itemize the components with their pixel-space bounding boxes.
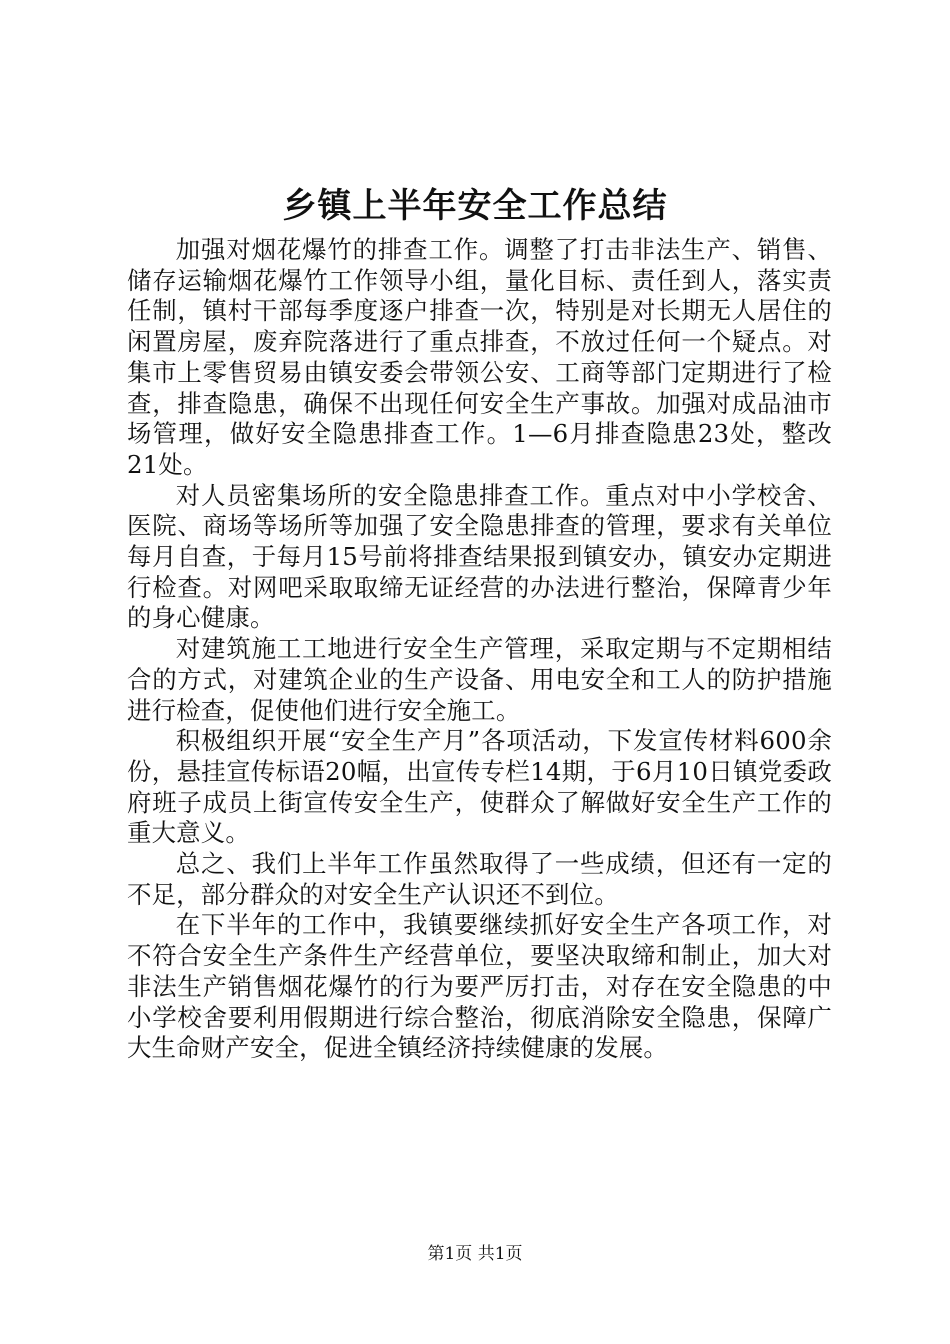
paragraph-second-half-plan: 在下半年的工作中，我镇要继续抓好安全生产各项工作，对不符合安全生产条件生产经营单位，要坚决取缔和制止，加大对非法生产销售烟花爆竹的行为要严厉打击，对存在安全隐患的中小学校舍要利用假期进行综合整治，彻底消除安全隐患，保障广大生命财产安全，促进全镇经济持续健康的发展。 xyxy=(127,910,832,1063)
paragraph-crowded-places-inspection: 对人员密集场所的安全隐患排查工作。重点对中小学校舍、医院、商场等场所等加强了安全隐患排查的管理，要求有关单位每月自查，于每月15号前将排查结果报到镇安办，镇安办定期进行检查。对网吧采取取缔无证经营的办法进行整治，保障青少年的身心健康。 xyxy=(127,480,832,633)
paragraph-fireworks-inspection: 加强对烟花爆竹的排查工作。调整了打击非法生产、销售、储存运输烟花爆竹工作领导小组，量化目标、责任到人，落实责任制，镇村干部每季度逐户排查一次，特别是对长期无人居住的闲置房屋，废弃院落进行了重点排查，不放过任何一个疑点。对集市上零售贸易由镇安委会带领公安、工商等部门定期进行了检查，排查隐患，确保不出现任何安全生产事故。加强对成品油市场管理，做好安全隐患排查工作。1—6月排查隐患23处，整改21处。 xyxy=(127,235,832,479)
page-number-footer: 第1页 共1页 xyxy=(427,1244,523,1264)
paragraph-construction-safety: 对建筑施工工地进行安全生产管理，采取定期与不定期相结合的方式，对建筑企业的生产设备、用电安全和工人的防护措施进行检查，促使他们进行安全施工。 xyxy=(127,634,832,725)
document-title: 乡镇上半年安全工作总结 xyxy=(282,186,668,226)
paragraph-safety-month-activities: 积极组织开展“安全生产月”各项活动，下发宣传材料600余份，悬挂宣传标语20幅，出宣传专栏14期，于6月10日镇党委政府班子成员上街宣传安全生产，使群众了解做好安全生产工作的重大意义。 xyxy=(127,726,832,848)
document-body xyxy=(127,235,832,1064)
paragraph-summary: 总之、我们上半年工作虽然取得了一些成绩，但还有一定的不足，部分群众的对安全生产认识还不到位。 xyxy=(127,849,832,909)
